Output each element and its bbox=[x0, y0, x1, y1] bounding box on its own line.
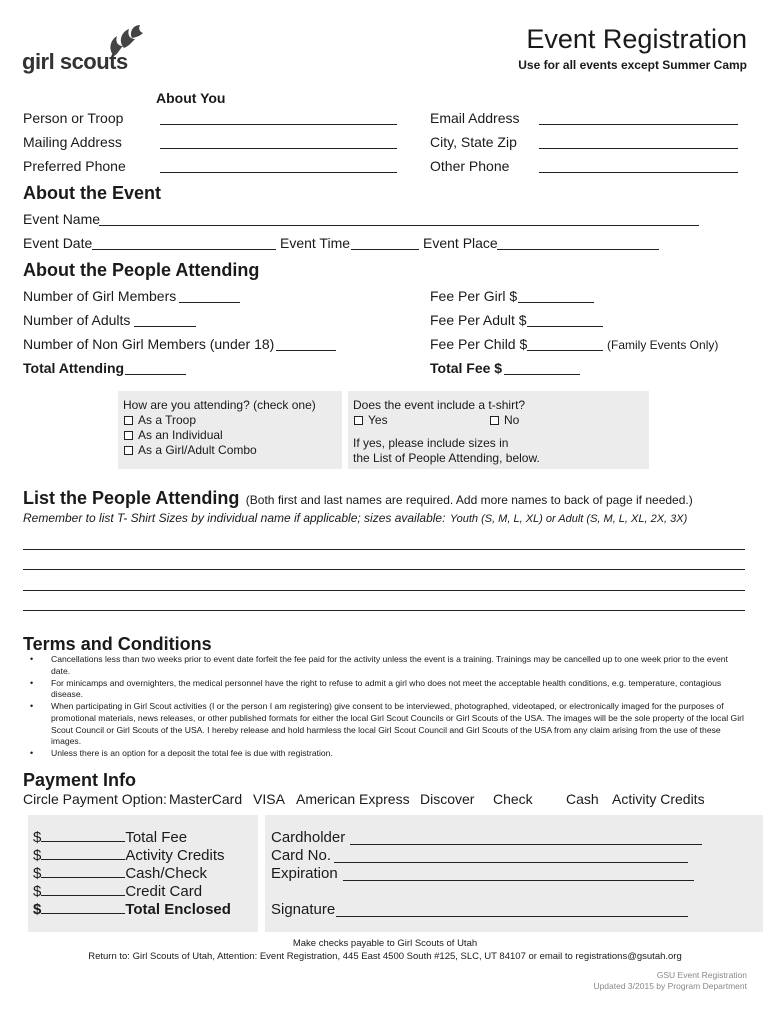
amount-field[interactable] bbox=[41, 848, 125, 860]
as-individual-option[interactable]: As an Individual bbox=[124, 428, 223, 442]
fee-per-child-field[interactable] bbox=[527, 350, 603, 351]
tshirt-reminder: Remember to list T- Shirt Sizes by individual name if applicable; sizes available: Youth (S, M, L, XL) or Adult (S, M, L, XL, 2X, 3X) bbox=[23, 511, 688, 525]
payment-option-discover[interactable]: Discover bbox=[420, 791, 475, 807]
city-state-zip-label: City, State Zip bbox=[430, 134, 517, 150]
num-adults-label: Number of Adults bbox=[23, 312, 131, 328]
other-phone-field[interactable] bbox=[539, 172, 738, 173]
num-non-girl-label: Number of Non Girl Members (under 18) bbox=[23, 336, 275, 352]
event-place-label: Event Place bbox=[423, 235, 498, 251]
about-you-heading: About You bbox=[156, 90, 226, 106]
cash-check-amount-row[interactable]: $ Cash/Check bbox=[33, 865, 208, 882]
amount-field[interactable] bbox=[41, 866, 125, 878]
preferred-phone-field[interactable] bbox=[160, 172, 397, 173]
event-date-field[interactable] bbox=[92, 249, 276, 250]
form-name: GSU Event Registration bbox=[656, 970, 747, 980]
page-subtitle: Use for all events except Summer Camp bbox=[518, 58, 747, 72]
amount-field[interactable] bbox=[41, 902, 125, 914]
activity-credits-amount-row[interactable]: $ Activity Credits bbox=[33, 847, 225, 864]
logo-text: girl scouts bbox=[22, 49, 128, 74]
terms-item: • When participating in Girl Scout activities (I or the person I am registering) give consent to be interviewed, photographed, videotaped, or electronically imaged for the purposes of promotional materials, news releases, or other published formats for either the local Girl Scout Councils or Girl Scouts of the USA. The images will be the sole property of the local Girl Scout Council or Girl Scouts of the USA. I hereby release and hold harmless the local Girl Scout Council and Girl Scouts of the USA from any claim arising from the use of these images. bbox=[30, 701, 748, 747]
num-girls-field[interactable] bbox=[179, 302, 240, 303]
tshirt-note-line1: If yes, please include sizes in bbox=[353, 436, 509, 450]
attendee-line-4[interactable] bbox=[23, 610, 745, 611]
attending-question: How are you attending? (check one) bbox=[123, 398, 316, 412]
card-no-label: Card No. bbox=[271, 847, 332, 864]
terms-item: • For minicamps and overnighters, the medical personnel have the right to refuse to admit a girl who does not meet the acceptable health conditions, e.g. temperature, contagious disease. bbox=[30, 678, 748, 701]
checkbox-icon[interactable] bbox=[124, 446, 133, 455]
num-adults-field[interactable] bbox=[134, 326, 196, 327]
fee-per-girl-field[interactable] bbox=[518, 302, 594, 303]
total-attending-label: Total Attending bbox=[23, 360, 125, 376]
family-events-note: (Family Events Only) bbox=[607, 338, 719, 352]
expiration-label: Expiration bbox=[271, 865, 338, 882]
tshirt-question: Does the event include a t-shirt? bbox=[353, 398, 526, 412]
fee-per-child-label: Fee Per Child $ bbox=[430, 336, 528, 352]
total-fee-field[interactable] bbox=[504, 374, 580, 375]
event-time-label: Event Time bbox=[280, 235, 351, 251]
event-date-label: Event Date bbox=[23, 235, 93, 251]
attendee-line-1[interactable] bbox=[23, 549, 745, 550]
other-phone-label: Other Phone bbox=[430, 158, 510, 174]
payment-option-cash[interactable]: Cash bbox=[566, 791, 599, 807]
credit-card-amount-row[interactable]: $ Credit Card bbox=[33, 883, 203, 900]
terms-list bbox=[30, 654, 748, 760]
list-people-heading-row bbox=[23, 488, 693, 509]
checkbox-icon[interactable] bbox=[124, 431, 133, 440]
cardholder-label: Cardholder bbox=[271, 829, 346, 846]
amount-field[interactable] bbox=[41, 830, 125, 842]
checkbox-icon[interactable] bbox=[354, 416, 363, 425]
event-name-field[interactable] bbox=[99, 225, 699, 226]
attendee-line-3[interactable] bbox=[23, 590, 745, 591]
people-attending-heading: About the People Attending bbox=[23, 260, 260, 280]
payment-option-amex[interactable]: American Express bbox=[296, 791, 410, 807]
signature-field[interactable] bbox=[336, 916, 688, 917]
person-or-troop-field[interactable] bbox=[160, 124, 397, 125]
payment-heading: Payment Info bbox=[23, 770, 137, 790]
preferred-phone-label: Preferred Phone bbox=[23, 158, 126, 174]
attendee-line-2[interactable] bbox=[23, 569, 745, 570]
event-place-field[interactable] bbox=[497, 249, 659, 250]
email-address-label: Email Address bbox=[430, 110, 520, 126]
num-girls-label: Number of Girl Members bbox=[23, 288, 177, 304]
fee-per-adult-label: Fee Per Adult $ bbox=[430, 312, 527, 328]
person-or-troop-label: Person or Troop bbox=[23, 110, 124, 126]
page-title: Event Registration bbox=[526, 24, 747, 54]
as-combo-option[interactable]: As a Girl/Adult Combo bbox=[124, 443, 257, 457]
list-people-heading: List the People Attending bbox=[23, 488, 240, 508]
payment-option-mastercard[interactable]: MasterCard bbox=[169, 791, 243, 807]
tshirt-note-line2: the List of People Attending, below. bbox=[353, 451, 540, 465]
event-name-label: Event Name bbox=[23, 211, 101, 227]
total-fee-label: Total Fee $ bbox=[430, 360, 503, 376]
checkbox-icon[interactable] bbox=[490, 416, 499, 425]
tshirt-yes-option[interactable]: Yes bbox=[354, 413, 388, 427]
event-time-field[interactable] bbox=[351, 249, 419, 250]
total-fee-amount-row[interactable]: $ Total Fee bbox=[33, 829, 188, 846]
mailing-address-field[interactable] bbox=[160, 148, 397, 149]
total-attending-field[interactable] bbox=[125, 374, 186, 375]
cardholder-field[interactable] bbox=[350, 844, 702, 845]
fee-per-girl-label: Fee Per Girl $ bbox=[430, 288, 518, 304]
total-enclosed-amount-row[interactable]: $ Total Enclosed bbox=[33, 901, 231, 918]
list-people-note: (Both first and last names are required. Add more names to back of page if needed.) bbox=[245, 493, 693, 507]
card-no-field[interactable] bbox=[334, 862, 688, 863]
terms-heading: Terms and Conditions bbox=[23, 634, 212, 654]
city-state-zip-field[interactable] bbox=[539, 148, 738, 149]
return-to-note: Return to: Girl Scouts of Utah, Attention: Event Registration, 445 East 4500 South #125, SLC, UT 84107 or email to registrations@gsutah.org bbox=[88, 951, 682, 962]
fee-per-adult-field[interactable] bbox=[527, 326, 603, 327]
about-event-heading: About the Event bbox=[23, 183, 161, 203]
form-updated: Updated 3/2015 by Program Department bbox=[593, 981, 747, 991]
circle-payment-label: Circle Payment Option: bbox=[23, 791, 167, 807]
terms-item: • Cancellations less than two weeks prior to event date forfeit the fee paid for the activity unless the event is a training. Trainings may be cancelled up to one week prior to the event date. bbox=[30, 654, 748, 677]
amount-field[interactable] bbox=[41, 884, 125, 896]
num-non-girl-field[interactable] bbox=[276, 350, 336, 351]
payment-option-activity-credits[interactable]: Activity Credits bbox=[612, 791, 705, 807]
as-troop-option[interactable]: As a Troop bbox=[124, 413, 196, 427]
tshirt-no-option[interactable]: No bbox=[490, 413, 519, 427]
payment-option-check[interactable]: Check bbox=[493, 791, 533, 807]
mailing-address-label: Mailing Address bbox=[23, 134, 122, 150]
terms-item: • Unless there is an option for a deposit the total fee is due with registration. bbox=[30, 748, 748, 760]
checks-payable-note: Make checks payable to Girl Scouts of Utah bbox=[292, 938, 478, 949]
girl-scouts-logo bbox=[22, 24, 147, 74]
expiration-field[interactable] bbox=[343, 880, 694, 881]
payment-option-visa[interactable]: VISA bbox=[253, 791, 285, 807]
email-address-field[interactable] bbox=[539, 124, 738, 125]
checkbox-icon[interactable] bbox=[124, 416, 133, 425]
signature-label: Signature bbox=[271, 901, 336, 918]
